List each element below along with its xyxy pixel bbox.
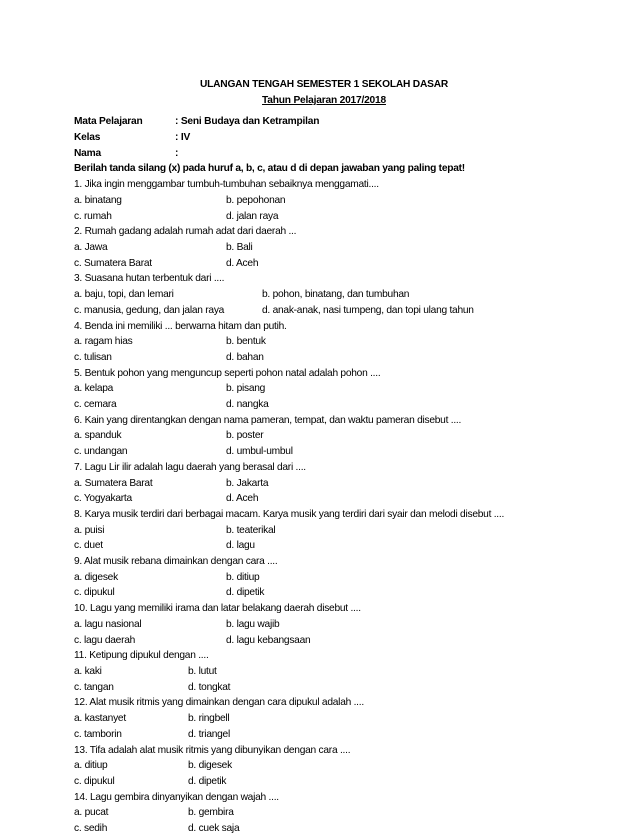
option-b: b. Bali bbox=[226, 242, 253, 253]
options-row bbox=[74, 397, 574, 413]
question-item bbox=[74, 790, 574, 837]
question-text: 13. Tifa adalah alat musik ritmis yang dibunyikan dengan cara .... bbox=[74, 744, 351, 756]
option-b: b. bentuk bbox=[226, 336, 266, 348]
option-d: d. triangel bbox=[188, 728, 230, 740]
question-text: 7. Lagu Lir ilir adalah lagu daerah yang berasal dari .... bbox=[74, 461, 306, 473]
option-d: d. lagu bbox=[226, 540, 255, 552]
option-a: a. digesek bbox=[74, 571, 118, 583]
question-item bbox=[74, 554, 574, 601]
name-row bbox=[74, 146, 574, 162]
options-row bbox=[74, 193, 574, 209]
option-a: a. pucat bbox=[74, 807, 109, 819]
option-d: d. dipetik bbox=[188, 775, 227, 787]
options-row bbox=[74, 758, 574, 774]
option-b: b. ringbell bbox=[188, 713, 230, 725]
question-item bbox=[74, 319, 574, 366]
instruction: Berilah tanda silang (x) pada huruf a, b, c, atau d di depan jawaban yang paling tepat! bbox=[74, 163, 465, 175]
option-b: b. pepohonan bbox=[226, 194, 286, 206]
options-row bbox=[74, 476, 574, 492]
option-b: b. pisang bbox=[226, 383, 266, 395]
options-row bbox=[74, 633, 574, 649]
option-c: c. tangan bbox=[74, 681, 114, 693]
option-c: c. undangan bbox=[74, 446, 128, 458]
question-item bbox=[74, 271, 574, 318]
options-row bbox=[74, 287, 574, 303]
options-row bbox=[74, 303, 574, 319]
option-a: a. Sumatera Barat bbox=[74, 477, 153, 489]
academic-year: Tahun Pelajaran 2017/2018 bbox=[262, 95, 386, 106]
options-row bbox=[74, 334, 574, 350]
option-b: b. gembira bbox=[188, 807, 234, 819]
options-row bbox=[74, 256, 574, 272]
question-text: 11. Ketipung dipukul dengan .... bbox=[74, 650, 209, 662]
exam-document bbox=[74, 78, 574, 837]
name-value: : bbox=[175, 147, 179, 159]
options-row bbox=[74, 538, 574, 554]
option-a: a. ditiup bbox=[74, 760, 108, 772]
options-row bbox=[74, 240, 574, 256]
option-c: c. cemara bbox=[74, 399, 117, 411]
question-text: 14. Lagu gembira dinyanyikan dengan wajah .... bbox=[74, 791, 279, 803]
option-a: a. kastanyet bbox=[74, 713, 126, 725]
option-a: a. kelapa bbox=[74, 383, 114, 395]
option-c: c. tulisan bbox=[74, 351, 112, 363]
subject-value: : Seni Budaya dan Ketrampilan bbox=[175, 116, 320, 127]
question-text: 1. Jika ingin menggambar tumbuh-tumbuhan sebaiknya menggamati.... bbox=[74, 179, 379, 191]
option-c: c. dipukul bbox=[74, 587, 115, 599]
option-c: c. lagu daerah bbox=[74, 634, 136, 646]
option-a: a. ragam hias bbox=[74, 336, 133, 348]
option-a: a. puisi bbox=[74, 524, 105, 536]
option-c: c. sedih bbox=[74, 823, 108, 835]
option-d: d. nangka bbox=[226, 399, 269, 411]
question-item bbox=[74, 648, 574, 695]
option-b: b. lagu wajib bbox=[226, 618, 280, 630]
question-text: 5. Bentuk pohon yang menguncup seperti pohon natal adalah pohon .... bbox=[74, 367, 381, 379]
option-c: c. manusia, gedung, dan jalan raya bbox=[74, 304, 225, 316]
question-text: 2. Rumah gadang adalah rumah adat dari daerah ... bbox=[74, 226, 297, 238]
class-value: : IV bbox=[175, 131, 191, 143]
options-row bbox=[74, 821, 574, 837]
option-a: a. spanduk bbox=[74, 430, 122, 442]
option-d: d. cuek saja bbox=[188, 823, 240, 835]
subject-row bbox=[74, 114, 574, 130]
option-a: a. kaki bbox=[74, 665, 102, 677]
options-row bbox=[74, 585, 574, 601]
option-d: d. tongkat bbox=[188, 681, 231, 693]
option-c: c. duet bbox=[74, 540, 103, 552]
options-row bbox=[74, 727, 574, 743]
option-a: a. Jawa bbox=[74, 242, 108, 253]
class-row bbox=[74, 130, 574, 146]
option-d: d. dipetik bbox=[226, 587, 265, 599]
question-item bbox=[74, 177, 574, 224]
option-d: d. Aceh bbox=[226, 493, 259, 505]
exam-title: ULANGAN TENGAH SEMESTER 1 SEKOLAH DASAR bbox=[199, 79, 449, 90]
question-text: 3. Suasana hutan terbentuk dari .... bbox=[74, 273, 225, 285]
option-c: c. rumah bbox=[74, 210, 112, 222]
option-a: a. binatang bbox=[74, 194, 122, 206]
option-b: b. pohon, binatang, dan tumbuhan bbox=[262, 289, 410, 301]
question-item bbox=[74, 743, 574, 790]
question-item bbox=[74, 413, 574, 460]
options-row bbox=[74, 491, 574, 507]
class-label: Kelas bbox=[74, 131, 101, 143]
option-c: c. Yogyakarta bbox=[74, 493, 132, 505]
question-text: 4. Benda ini memiliki ... berwarna hitam dan putih. bbox=[74, 320, 287, 332]
options-row bbox=[74, 428, 574, 444]
option-b: b. poster bbox=[226, 430, 264, 442]
option-c: c. Sumatera Barat bbox=[74, 257, 152, 269]
options-row bbox=[74, 350, 574, 366]
option-b: b. Jakarta bbox=[226, 477, 269, 489]
question-list bbox=[74, 177, 574, 837]
student-info bbox=[74, 114, 574, 161]
question-item bbox=[74, 507, 574, 554]
question-text: 10. Lagu yang memiliki irama dan latar belakang daerah disebut .... bbox=[74, 603, 361, 615]
option-d: d. anak-anak, nasi tumpeng, dan topi ulang tahun bbox=[262, 304, 474, 316]
name-label: Nama bbox=[74, 147, 101, 159]
subject-label: Mata Pelajaran bbox=[74, 116, 143, 127]
option-d: d. Aceh bbox=[226, 257, 259, 269]
option-b: b. digesek bbox=[188, 760, 232, 772]
option-c: c. dipukul bbox=[74, 775, 115, 787]
options-row bbox=[74, 664, 574, 680]
question-item bbox=[74, 460, 574, 507]
options-row bbox=[74, 774, 574, 790]
option-d: d. umbul-umbul bbox=[226, 446, 293, 458]
option-d: d. lagu kebangsaan bbox=[226, 634, 311, 646]
options-row bbox=[74, 680, 574, 696]
options-row bbox=[74, 523, 574, 539]
option-a: a. lagu nasional bbox=[74, 618, 142, 630]
question-text: 12. Alat musik ritmis yang dimainkan dengan cara dipukul adalah .... bbox=[74, 697, 364, 709]
option-b: b. ditiup bbox=[226, 571, 260, 583]
options-row bbox=[74, 570, 574, 586]
question-item bbox=[74, 224, 574, 271]
option-d: d. jalan raya bbox=[226, 210, 279, 222]
question-text: 9. Alat musik rebana dimainkan dengan cara .... bbox=[74, 556, 278, 568]
question-item bbox=[74, 601, 574, 648]
question-item bbox=[74, 366, 574, 413]
options-row bbox=[74, 209, 574, 225]
option-b: b. teaterikal bbox=[226, 524, 276, 536]
question-text: 6. Kain yang direntangkan dengan nama pameran, tempat, dan waktu pameran disebut .... bbox=[74, 414, 462, 426]
option-b: b. lutut bbox=[188, 665, 217, 677]
options-row bbox=[74, 444, 574, 460]
options-row bbox=[74, 711, 574, 727]
options-row bbox=[74, 805, 574, 821]
option-c: c. tamborin bbox=[74, 728, 122, 740]
option-d: d. bahan bbox=[226, 351, 264, 363]
question-item bbox=[74, 695, 574, 742]
option-a: a. baju, topi, dan lemari bbox=[74, 289, 174, 301]
options-row bbox=[74, 381, 574, 397]
question-text: 8. Karya musik terdiri dari berbagai macam. Karya musik yang terdiri dari syair dan melodi disebut .... bbox=[74, 508, 505, 520]
options-row bbox=[74, 617, 574, 633]
